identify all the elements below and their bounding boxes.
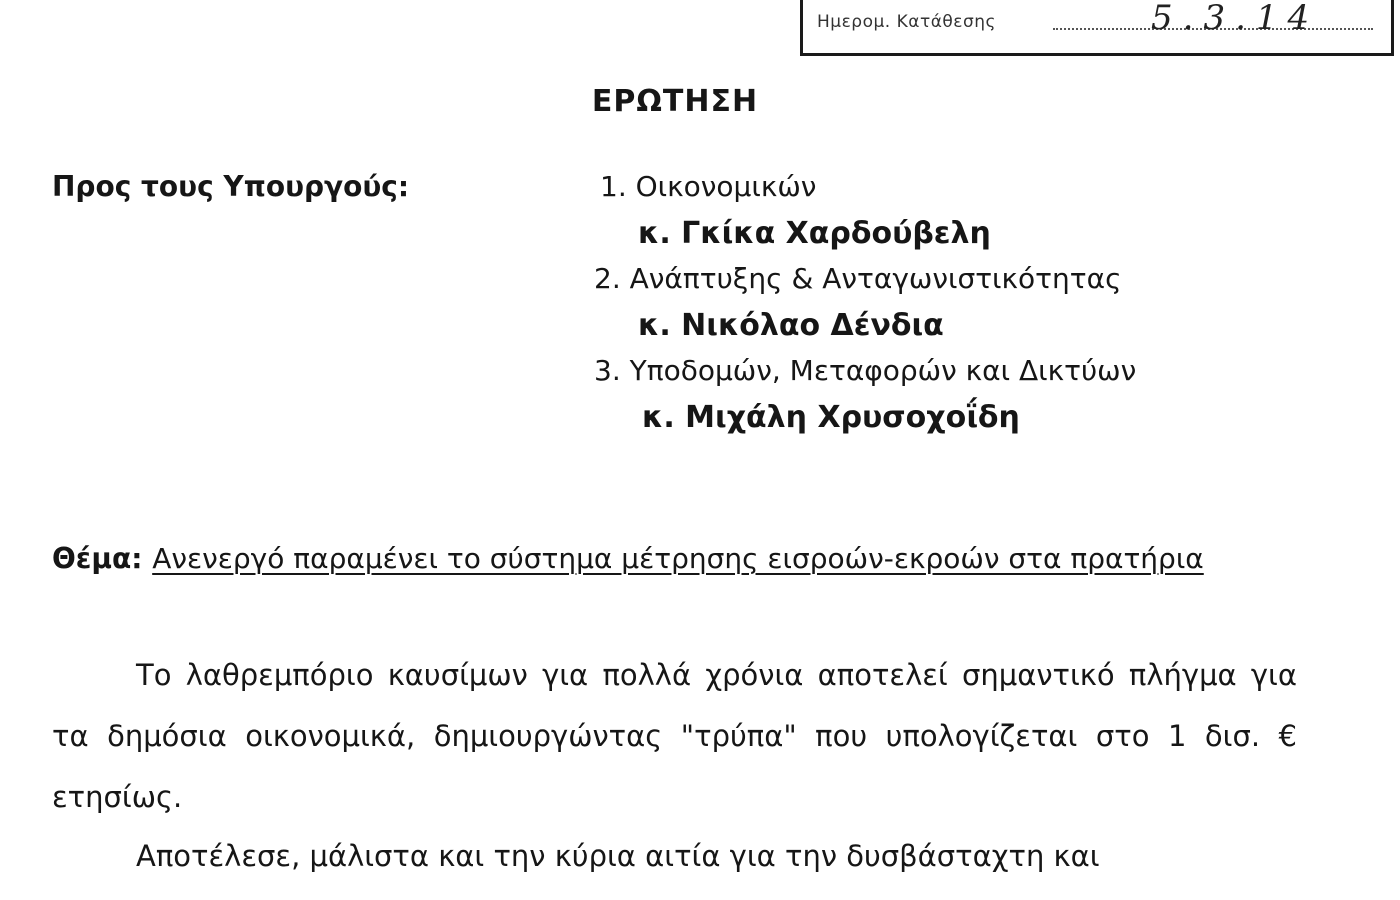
document-title: ΕΡΩΤΗΣΗ [591, 84, 759, 119]
recipient-minister-1: κ. Γκίκα Χαρδούβελη [638, 216, 991, 251]
recipient-minister-3: κ. Μιχάλη Χρυσοχοΐδη [642, 400, 1020, 435]
body-paragraph-1: Το λαθρεμπόριο καυσίμων για πολλά χρόνια αποτελεί σημαντικό πλήγμα για τα δημόσια οικονομικά, δημιουργώντας "τρύπα" που υπολογίζεται στο 1 δισ. € ετησίως. [52, 658, 1297, 814]
stamp-handwritten-date: 5.3.14 [1151, 0, 1320, 38]
recipient-minister-2: κ. Νικόλαο Δένδια [638, 308, 944, 343]
stamp-label: Ημερομ. Κατάθεσης [817, 12, 997, 32]
subject-line [52, 538, 1297, 580]
subject-label: Θέμα: [52, 542, 153, 575]
recipient-ministry-3: 3. Υποδομών, Μεταφορών και Δικτύων [594, 354, 1137, 387]
recipients-label: Προς τους Υπουργούς: [52, 170, 410, 203]
body-paragraph-2: Αποτέλεσε, μάλιστα και την κύρια αιτία για την δυσβάσταχτη και [136, 839, 1100, 873]
recipient-ministry-2: 2. Ανάπτυξης & Ανταγωνιστικότητας [594, 262, 1122, 295]
filing-stamp [800, 0, 1394, 56]
subject-text: Ανενεργό παραμένει το σύστημα μέτρησης εισροών-εκροών στα πρατήρια [152, 542, 1204, 575]
recipient-ministry-1: 1. Οικονομικών [600, 170, 817, 203]
